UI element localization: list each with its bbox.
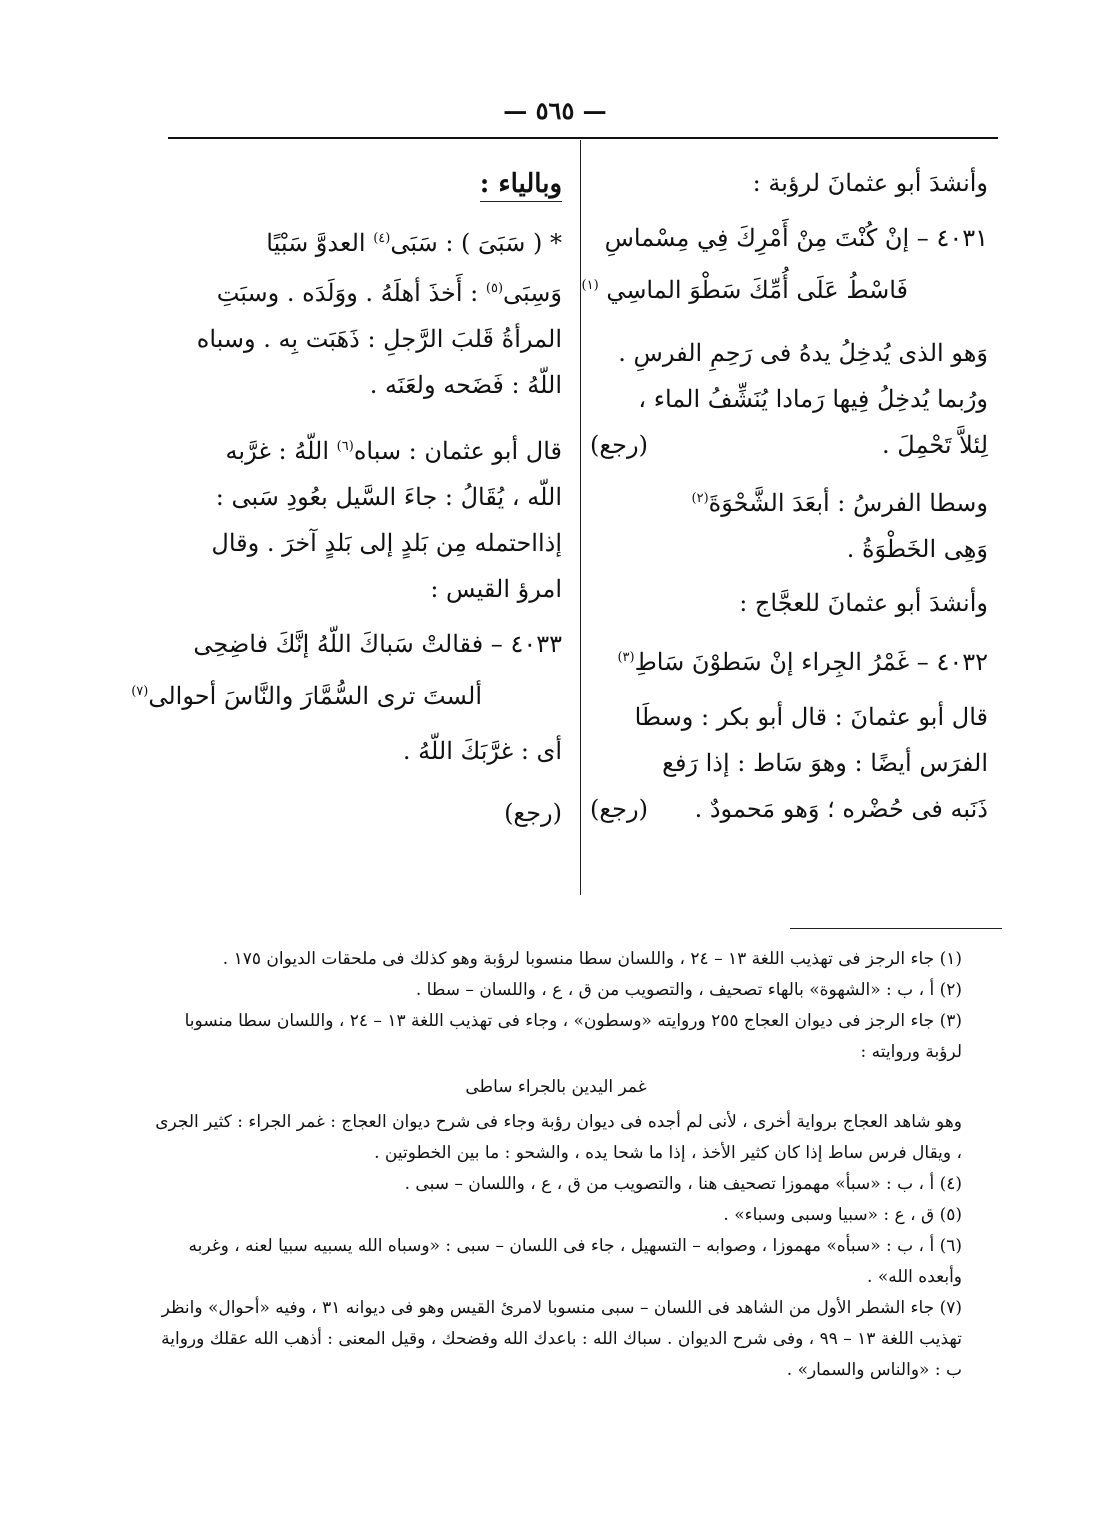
raja-marker: (رجع) <box>504 799 562 827</box>
verse-4031-first-hemistich: ٤٠٣١ – إنْ كُنْتَ مِنْ أَمْرِكَ فِي مِسْماسِ <box>604 224 988 252</box>
verse-text: ٤٠٣٢ – غَمْرُ الجِراء إنْ سَطوْنَ سَاطِ <box>634 648 988 676</box>
body-text: العدوَّ سَبْيًا <box>266 229 366 257</box>
footnote-4: (٤) أ ، ب : «سبأ» مهموزا تصحيف هنا ، والتصويب من ق ، ع ، واللسان – سبى . <box>404 1174 962 1194</box>
body-line: الفرَس أيضًا : وهوَ سَاط : إذا رَفع <box>662 749 988 777</box>
section-title-text: وبالياء : <box>480 169 562 202</box>
verse-text: فَاسْطُ عَلَى أُمِّكَ سَطْوَ الماسِي <box>606 276 908 304</box>
raja-marker-line <box>174 790 562 836</box>
body-line <box>590 476 988 526</box>
body-line <box>174 424 562 474</box>
page-number: — ٥٦٥ — <box>503 96 607 125</box>
body-line: قال أبو عثمانَ : قال أبو بكر : وسطَا <box>634 703 988 731</box>
column-divider <box>580 140 581 895</box>
body-line <box>174 266 562 316</box>
footnote-marker: (٧) <box>131 684 149 699</box>
body-text: وَسِبَى <box>503 279 562 307</box>
body-line: اللّهُ : فَضَحه ولعَنَه . <box>369 371 562 399</box>
body-text: ذَنَبه فى حُضْره ؛ وَهو مَحمودٌ . <box>694 795 988 823</box>
body-line: اللّه ، يُقَالُ : جاءَ السَّيل بعُودِ سَبى : <box>215 483 562 511</box>
section-title <box>174 160 562 208</box>
body-text: اللّهُ : غرَّبه <box>225 437 330 465</box>
footnote-marker: (٦) <box>336 439 354 454</box>
body-text: قال أبو عثمان : سباه <box>353 437 562 465</box>
body-line: إذااحتمله مِن بَلدٍ إلى بَلدٍ آخرَ . وقال <box>211 529 562 557</box>
body-line <box>590 422 988 468</box>
body-text: * ( سَبَىَ ) : سَبَى <box>390 229 562 257</box>
verse-4031-second-hemistich <box>581 262 988 314</box>
body-line: المرأةُ قَلبَ الرَّجلِ : ذَهَبَت بِه . وسباه <box>196 325 562 353</box>
footnote-marker: (٤) <box>373 231 391 246</box>
footnote-3: (٣) جاء الرجز فى ديوان العجاج ٢٥٥ وروايته «وسطون» ، وجاء فى تهذيب اللغة ١٣ – ٢٤ ، واللسان سطا منسوبا لرؤبة وروايته : <box>184 1011 962 1062</box>
body-text: لِئلاَّ تَحْمِلَ . <box>882 431 988 459</box>
body-line <box>590 786 988 832</box>
verse-4033-first-hemistich: ٤٠٣٣ – فقالتْ سَباكَ اللّهُ إنَّكَ فاضِحِى <box>193 630 562 658</box>
body-line <box>174 216 562 266</box>
body-text: : أَخذَ أهلَهُ . ووَلَدَه . وسبَتِ <box>216 279 479 307</box>
intro-line: وأنشدَ أبو عثمانَ لرؤبة : <box>752 169 988 197</box>
verse-4032 <box>590 634 988 686</box>
footnote-marker: (١) <box>581 278 599 293</box>
body-line: أى : غرَّبَكَ اللّهُ . <box>402 737 562 765</box>
raja-marker: (رجع) <box>590 431 648 459</box>
body-line: ورُبما يُدخِلُ فِيها رَمادا يُنَشِّفُ الماء ، <box>638 385 988 413</box>
body-text: وسطا الفرسُ : أبعَدَ الشَّحْوَةَ <box>708 489 988 517</box>
footnote-3-continued: وهو شاهد العجاج برواية أخرى ، لأنى لم أجده فى ديوان رؤبة وجاء فى شرح ديوان العجاج : غمر الجراء : كثير الجرى ، ويقال فرس ساط إذا كان كثير الأخذ ، إذا ما شحا يده ، والشحو : ما بين الخطوتين . <box>155 1112 962 1163</box>
footnote-3-verse: غمر اليدين بالجراء ساطى <box>465 1077 647 1097</box>
body-line: وَهو الذى يُدخِلُ يدهُ فى رَحِمِ الفرسِ . <box>618 339 988 367</box>
footnotes <box>150 944 962 1386</box>
footnote-1: (١) جاء الرجز فى تهذيب اللغة ١٣ – ٢٤ ، واللسان سطا منسوبا لرؤبة وهو كذلك فى ملحقات الديوان ١٧٥ . <box>222 949 962 969</box>
right-column <box>581 160 988 832</box>
verse-text: ألستَ ترى السُّمَّارَ والنَّاسَ أحوالى <box>148 682 482 710</box>
left-column <box>131 160 562 836</box>
header-rule <box>168 137 998 139</box>
footnote-marker: (٥) <box>485 281 504 296</box>
footnote-5: (٥) ق ، ع : «سبيا وسبى وسباء» . <box>723 1205 962 1225</box>
intro-line: وأنشدَ أبو عثمانَ للعجَّاج : <box>739 589 988 617</box>
raja-marker: (رجع) <box>590 795 648 823</box>
body-line: وَهِى الخَطْوَةُ . <box>846 535 988 563</box>
footnote-rule <box>790 928 1002 929</box>
footnote-marker: (٢) <box>691 491 709 506</box>
verse-4033-second-hemistich <box>131 668 562 720</box>
footnote-6: (٦) أ ، ب : «سبأه» مهموزا ، وصوابه – التسهيل ، جاء فى اللسان – سبى : «وسباه الله يسبيه سبيا لعنه ، وغربه وأبعده الله» . <box>188 1236 962 1287</box>
footnote-7: (٧) جاء الشطر الأول من الشاهد فى اللسان – سبى منسوبا لامرئ القيس وهو فى ديوانه ٣١ ، وفيه «أحوال» وانظر تهذيب اللغة ١٣ – ٩٩ ، وفى شرح الديوان . سباك الله : باعدك الله وفضحك ، وقيل المعنى : أذهب الله عقلك ورواية ب : «والناس والسمار» . <box>161 1298 962 1380</box>
body-line: امرؤ القيس : <box>430 575 562 603</box>
footnote-2: (٢) أ ، ب : «الشهوة» بالهاء تصحيف ، والتصويب من ق ، ع ، واللسان – سطا . <box>415 980 962 1000</box>
footnote-marker: (٣) <box>617 650 635 665</box>
